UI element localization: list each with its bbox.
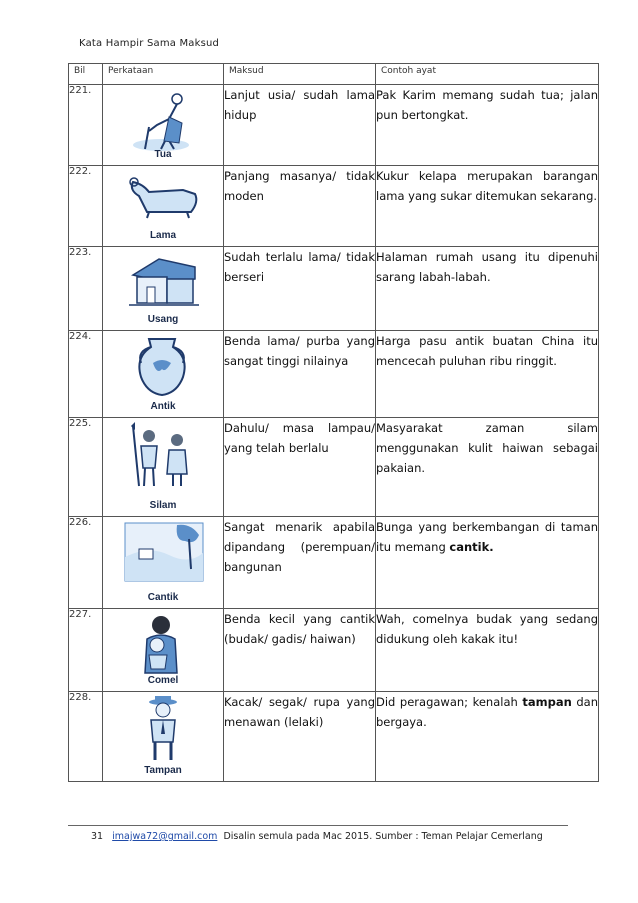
word-label: Cantik xyxy=(147,592,179,603)
email-link[interactable]: imajwa72@gmail.com xyxy=(112,831,218,842)
document-header: Kata Hampir Sama Maksud xyxy=(79,38,220,49)
example-sentence xyxy=(376,85,598,125)
example-cell xyxy=(376,85,599,166)
table-row xyxy=(69,692,599,782)
meaning-cell xyxy=(224,692,376,782)
old-pot-icon xyxy=(130,178,196,218)
row-number: 228. xyxy=(69,692,103,782)
word-label: Usang xyxy=(147,314,179,325)
old-house-icon xyxy=(129,259,199,305)
example-text: Kukur kelapa merupakan barangan lama yang sukar ditemukan sekarang. xyxy=(376,169,598,204)
table-header-row xyxy=(69,64,599,85)
example-cell xyxy=(376,692,599,782)
example-sentence xyxy=(376,609,598,649)
page-footer xyxy=(91,831,543,842)
row-number: 223. xyxy=(69,247,103,331)
meaning-text: Benda lama/ purba yang sangat tinggi nilainya xyxy=(224,334,375,369)
meaning-text: Kacak/ segak/ rupa yang menawan (lelaki) xyxy=(224,695,375,730)
row-number: 222. xyxy=(69,166,103,247)
meaning-cell xyxy=(224,517,376,609)
sister-carrying-child-icon xyxy=(145,616,177,673)
column-header-perkataan: Perkataan xyxy=(103,64,224,85)
example-text: Halaman rumah usang itu dipenuhi sarang labah-labah. xyxy=(376,250,598,285)
table-row xyxy=(69,517,599,609)
example-text: Bunga yang berkembangan di taman itu memang xyxy=(376,520,598,555)
example-highlight: tampan xyxy=(522,695,572,709)
footer-divider xyxy=(68,825,568,826)
table-row xyxy=(69,85,599,166)
word-label: Lama xyxy=(149,230,177,241)
elderly-person-with-cane-icon xyxy=(133,94,189,151)
row-number: 227. xyxy=(69,609,103,692)
example-highlight: cantik. xyxy=(449,540,494,555)
example-sentence xyxy=(376,331,598,371)
example-text: Wah, comelnya budak yang sedang didukung oleh kakak itu! xyxy=(376,612,598,647)
example-text-tail: dan bergaya. xyxy=(376,695,599,730)
row-number: 226. xyxy=(69,517,103,609)
vocabulary-table xyxy=(68,63,599,782)
word-illustration xyxy=(103,692,224,782)
example-cell xyxy=(376,166,599,247)
column-header-maksud: Maksud xyxy=(224,64,376,85)
example-text: Pak Karim memang sudah tua; jalan pun bertongkat. xyxy=(376,88,598,123)
meaning-cell xyxy=(224,418,376,517)
table-row xyxy=(69,247,599,331)
ancient-people-icon xyxy=(131,422,187,486)
meaning-text: Benda kecil yang cantik (budak/ gadis/ haiwan) xyxy=(224,612,375,647)
word-illustration xyxy=(103,418,224,517)
example-sentence xyxy=(376,166,598,206)
word-illustration xyxy=(103,247,224,331)
meaning-text: Lanjut usia/ sudah lama hidup xyxy=(224,88,375,123)
meaning-text: Sangat menarik apabila dipandang (perempuan/ bangunan xyxy=(224,520,375,575)
word-illustration xyxy=(103,609,224,692)
word-illustration xyxy=(103,166,224,247)
table-row xyxy=(69,418,599,517)
table-row xyxy=(69,166,599,247)
example-sentence xyxy=(376,517,598,557)
example-cell xyxy=(376,418,599,517)
example-text: Did peragawan; kenalah xyxy=(376,695,523,709)
antique-vase-icon xyxy=(139,339,184,395)
footer-note: Disalin semula pada Mac 2015. Sumber : Teman Pelajar Cemerlang xyxy=(223,831,543,842)
meaning-text: Panjang masanya/ tidak moden xyxy=(224,169,375,204)
example-text: Harga pasu antik buatan China itu mencecah puluhan ribu ringgit. xyxy=(376,334,598,369)
example-sentence xyxy=(376,692,598,732)
column-header-contoh: Contoh ayat xyxy=(376,64,599,85)
meaning-cell xyxy=(224,85,376,166)
column-header-bil: Bil xyxy=(69,64,103,85)
word-label: Silam xyxy=(149,500,177,511)
example-sentence xyxy=(376,247,598,287)
example-cell xyxy=(376,609,599,692)
word-label: Tua xyxy=(154,149,172,160)
row-number: 225. xyxy=(69,418,103,517)
example-sentence xyxy=(376,418,598,478)
meaning-cell xyxy=(224,331,376,418)
row-number: 221. xyxy=(69,85,103,166)
handsome-man-with-hat-icon xyxy=(149,696,177,760)
word-label: Antik xyxy=(150,401,176,412)
table-row xyxy=(69,331,599,418)
example-cell xyxy=(376,331,599,418)
row-number: 224. xyxy=(69,331,103,418)
table-row xyxy=(69,609,599,692)
meaning-text: Dahulu/ masa lampau/ yang telah berlalu xyxy=(224,421,375,456)
example-cell xyxy=(376,517,599,609)
example-text: Masyarakat zaman silam menggunakan kulit haiwan sebagai pakaian. xyxy=(376,421,598,476)
word-illustration xyxy=(103,85,224,166)
meaning-cell xyxy=(224,166,376,247)
scenery-icon xyxy=(125,523,203,581)
word-label: Tampan xyxy=(144,765,182,776)
meaning-cell xyxy=(224,247,376,331)
word-illustration xyxy=(103,517,224,609)
word-label: Comel xyxy=(147,675,179,686)
word-illustration xyxy=(103,331,224,418)
meaning-cell xyxy=(224,609,376,692)
meaning-text: Sudah terlalu lama/ tidak berseri xyxy=(224,250,375,285)
example-cell xyxy=(376,247,599,331)
page-number: 31 xyxy=(91,831,104,842)
